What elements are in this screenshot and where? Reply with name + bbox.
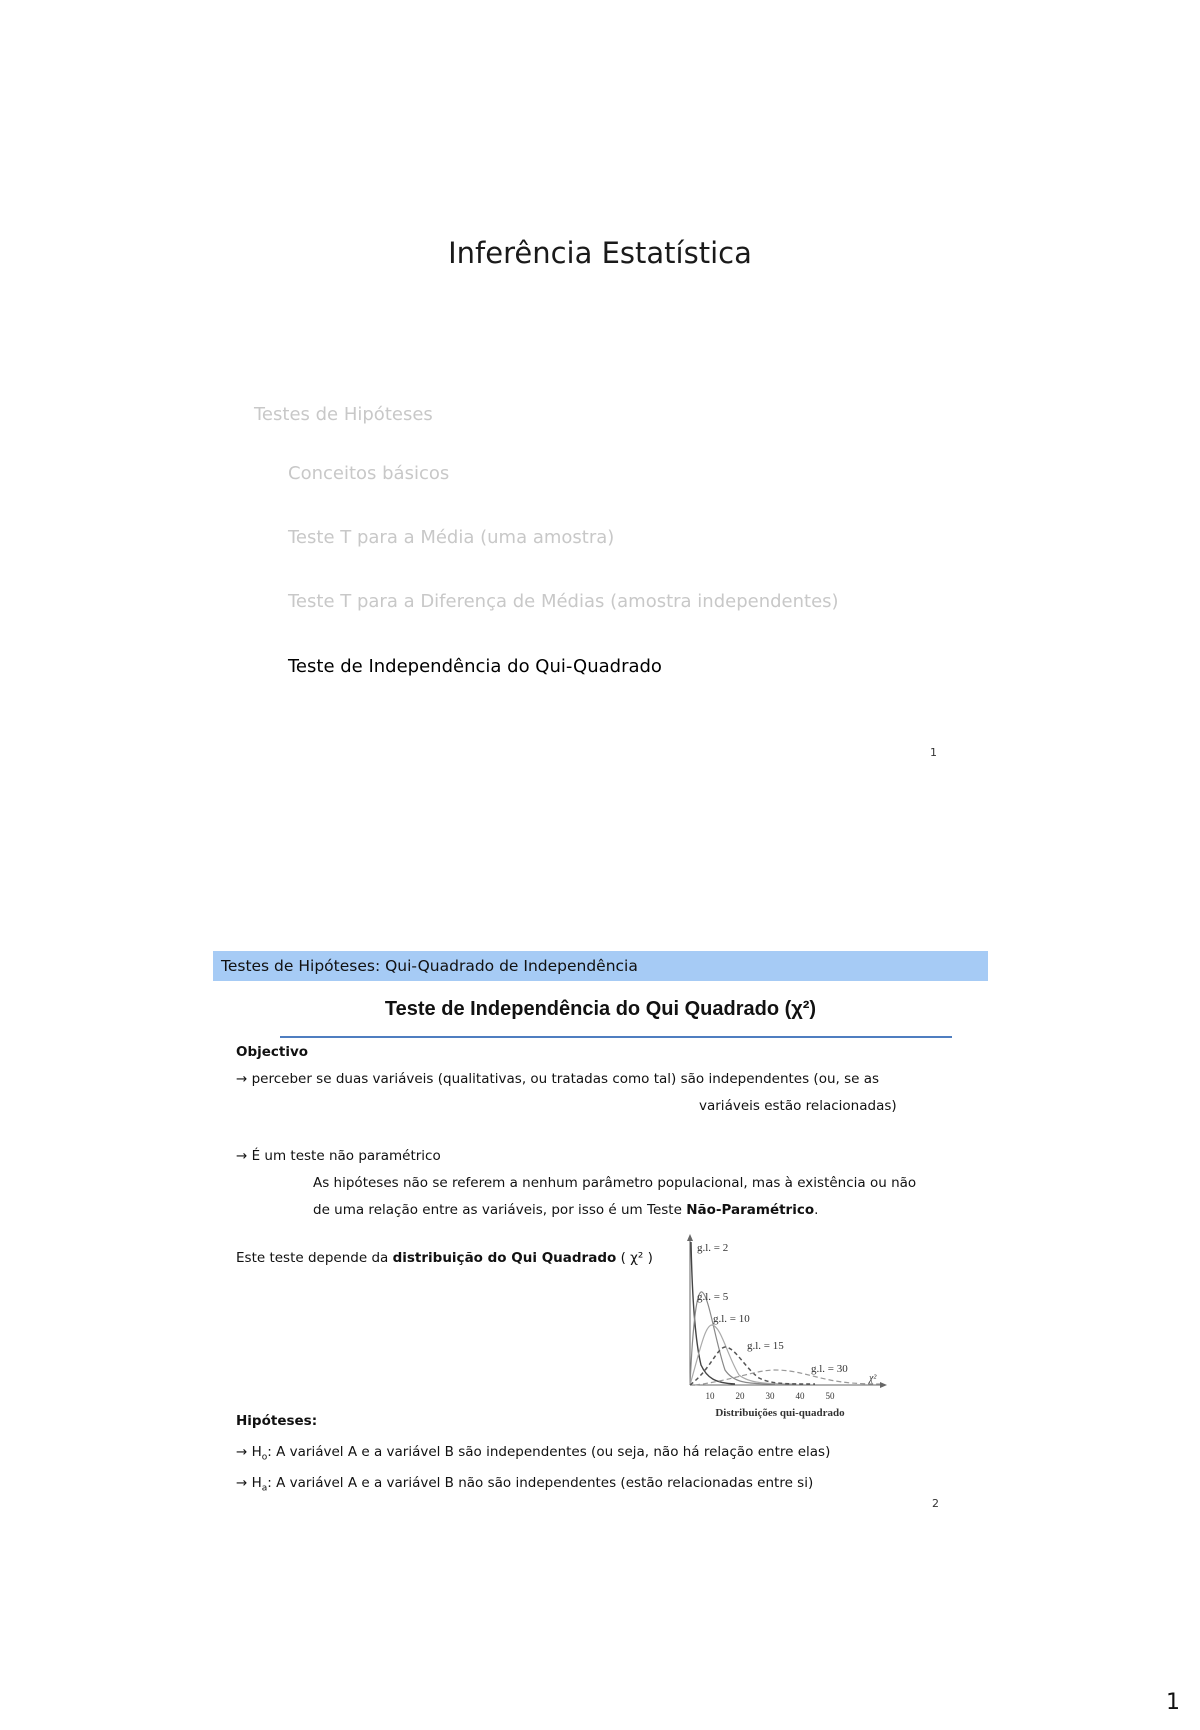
label-df30: g.l. = 30 [811, 1363, 848, 1375]
slide2-number: 2 [932, 1497, 939, 1510]
x-tick-40: 40 [795, 1391, 805, 1401]
h0-subscript: o [261, 1452, 268, 1463]
hypotheses-label: Hipóteses: [236, 1413, 318, 1429]
ha-symbol: H [251, 1475, 262, 1491]
slide2-header-text: Testes de Hipóteses: Qui-Quadrado de Independência [221, 957, 638, 975]
label-df5: g.l. = 5 [697, 1291, 729, 1303]
toc-item-chi-square: Teste de Independência do Qui-Quadrado [288, 656, 662, 677]
nonparam-line2 [313, 1202, 818, 1218]
slide1-title: Inferência Estatística [448, 236, 752, 270]
nonparam-head-text: É um teste não paramétrico [251, 1148, 441, 1164]
distribution-text: Este teste depende da [236, 1250, 393, 1266]
arrow-icon: → [236, 1475, 248, 1491]
toc-item-tests: Testes de Hipóteses [254, 404, 433, 425]
arrow-icon: → [236, 1148, 248, 1164]
toc-item-t-test-mean: Teste T para a Média (uma amostra) [288, 527, 615, 548]
objective-text: perceber se duas variáveis (qualitativas, ou tratadas como tal) são independentes (ou, se as [251, 1071, 880, 1087]
label-df15: g.l. = 15 [747, 1340, 784, 1352]
toc-item-t-test-diff: Teste T para a Diferença de Médias (amostra independentes) [288, 591, 839, 612]
objective-line2: variáveis estão relacionadas) [699, 1098, 897, 1114]
label-df2: g.l. = 2 [697, 1242, 729, 1254]
x-axis-symbol: χ² [869, 1373, 877, 1384]
nonparam-head [236, 1148, 441, 1164]
x-tick-50: 50 [825, 1391, 835, 1401]
h0-symbol: H [251, 1444, 262, 1460]
chi-square-distributions-figure [655, 1230, 900, 1425]
slide1-number: 1 [930, 746, 937, 759]
objective-line1 [236, 1071, 879, 1087]
x-tick-30: 30 [765, 1391, 775, 1401]
ha-subscript: a [261, 1483, 268, 1494]
ha-text: : A variável A e a variável B não são independentes (estão relacionadas entre si) [267, 1475, 814, 1491]
title-underline [280, 1036, 952, 1038]
distribution-symbol: ( χ² ) [616, 1250, 653, 1266]
x-tick-20: 20 [735, 1391, 745, 1401]
ha-line [236, 1475, 813, 1494]
h0-line [236, 1444, 830, 1463]
nonparam-line2-text: de uma relação entre as variáveis, por isso é um Teste [313, 1202, 687, 1218]
h0-text: : A variável A e a variável B são independentes (ou seja, não há relação entre elas) [267, 1444, 831, 1460]
nonparam-period: . [814, 1202, 819, 1218]
x-tick-10: 10 [705, 1391, 715, 1401]
arrow-icon: → [236, 1071, 248, 1087]
distribution-emph: distribuição do Qui Quadrado [392, 1250, 617, 1266]
nonparam-emph: Não-Paramétrico [686, 1202, 815, 1218]
objective-label: Objectivo [236, 1044, 309, 1060]
label-df10: g.l. = 10 [713, 1313, 750, 1325]
slide2-title: Teste de Independência do Qui Quadrado (χ²) [384, 998, 817, 1020]
page-number: 1 [1166, 1690, 1180, 1715]
distribution-line [236, 1250, 653, 1266]
nonparam-line1: As hipóteses não se referem a nenhum parâmetro populacional, mas à existência ou não [313, 1175, 917, 1191]
toc-item-concepts: Conceitos básicos [288, 463, 450, 484]
arrow-icon: → [236, 1444, 248, 1460]
figure-caption: Distribuições qui-quadrado [715, 1407, 845, 1419]
